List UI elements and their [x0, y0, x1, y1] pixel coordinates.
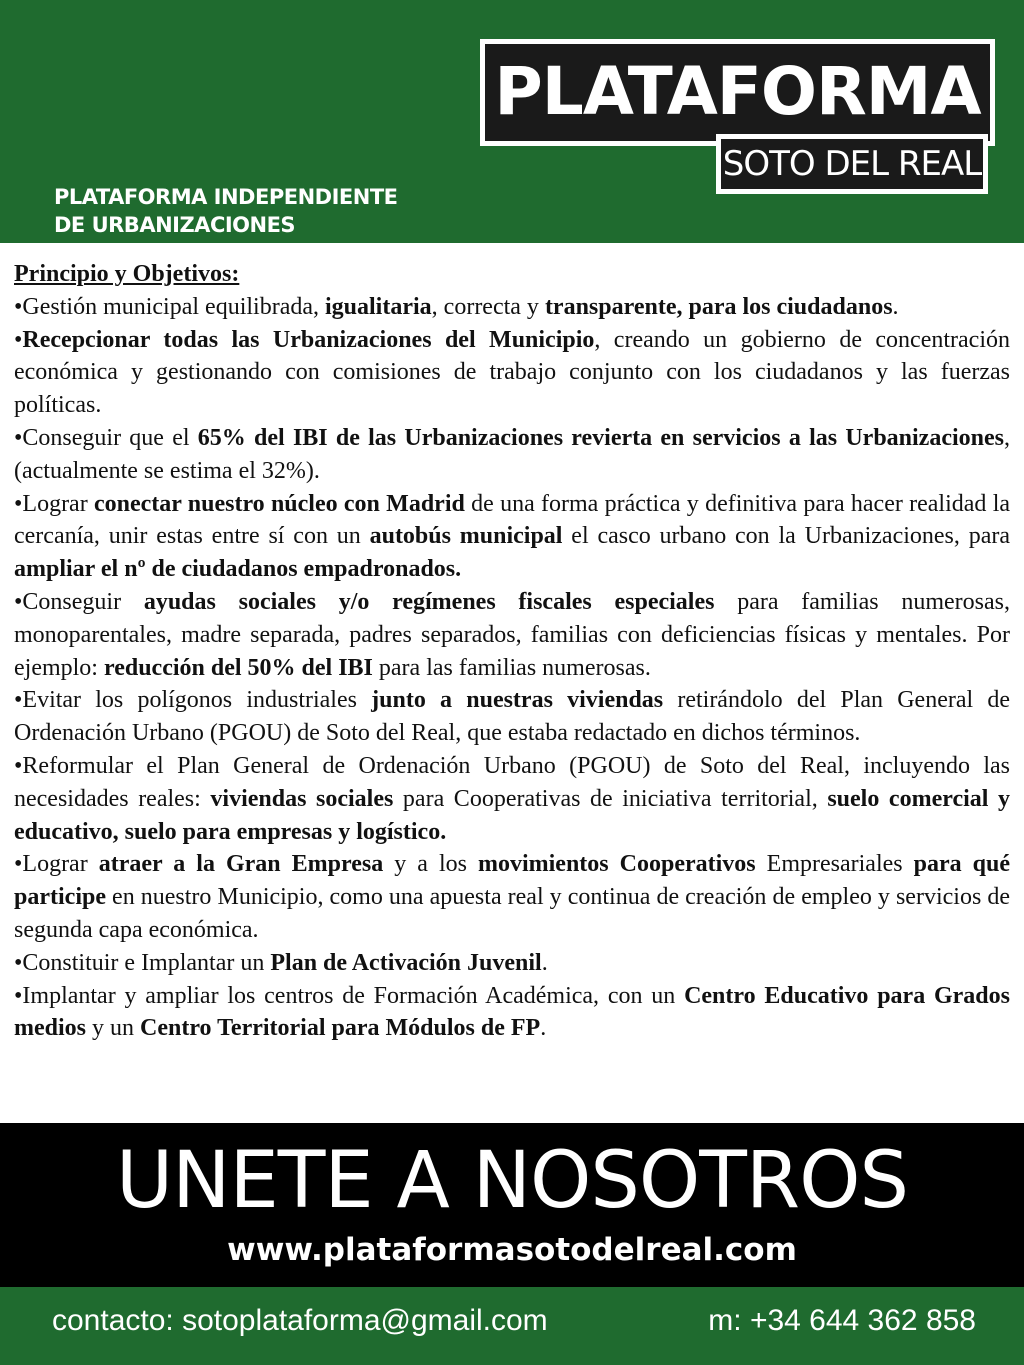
logo-title: PLATAFORMA	[494, 53, 981, 130]
objective-text-bold: atraer a la Gran Empresa	[98, 851, 384, 878]
objective-item	[14, 684, 1010, 750]
objective-text-bold: reducción del 50% del IBI	[103, 654, 373, 681]
objective-item	[14, 980, 1010, 1046]
objective-text: y a los	[383, 851, 478, 878]
objective-text-bold: transparente, para los ciudadanos	[544, 293, 893, 320]
objective-text: •Conseguir	[14, 588, 144, 615]
objective-text: .	[892, 293, 899, 320]
objective-text-bold: conectar nuestro núcleo con Madrid	[93, 490, 465, 517]
objective-text: .	[541, 949, 548, 976]
objective-item	[14, 324, 1010, 422]
objective-text-bold: ampliar el nº de ciudadanos empadronados.	[14, 556, 462, 583]
logo	[480, 39, 995, 146]
objective-item	[14, 848, 1010, 946]
objective-text: y un	[86, 1015, 140, 1042]
call-to-action-banner	[0, 1123, 1024, 1287]
organization-name-line-2: DE URBANIZACIONES	[54, 213, 296, 237]
objective-text: •Conseguir que el	[14, 424, 198, 451]
objective-text: •	[14, 326, 23, 353]
objective-text: •Reformular el Plan General de Ordenación Urbano (PGOU) de Soto del Real, incluyendo las necesidades reales:	[14, 752, 1010, 812]
logo-subtitle: SOTO DEL REAL	[722, 144, 982, 184]
objective-text: , correcta y	[431, 293, 545, 320]
objective-item	[14, 586, 1010, 684]
objective-text: •Lograr	[14, 851, 99, 878]
section-heading: Principio y Objetivos:	[14, 261, 240, 287]
objective-item	[14, 291, 1010, 324]
objective-text: •Constituir e Implantar un	[14, 949, 271, 976]
objective-text: para Cooperativas de iniciativa territorial,	[393, 785, 828, 812]
objective-text-bold: Centro Educativo para Grados medios	[14, 982, 1010, 1042]
website-link[interactable]: www.plataformasotodelreal.com	[227, 1232, 797, 1268]
objective-text: •Evitar los polígonos industriales	[14, 687, 372, 714]
objective-text: .	[540, 1015, 547, 1042]
objective-text-bold: movimientos Cooperativos	[477, 851, 756, 878]
objective-text: •Gestión municipal equilibrada,	[14, 293, 325, 320]
objectives-section	[14, 258, 1010, 1116]
objective-text: en nuestro Municipio, como una apuesta real y continua de creación de empleo y servicios de segunda capa económica.	[14, 884, 1010, 943]
objective-text-bold: igualitaria	[325, 293, 432, 320]
objective-text: Empresariales	[755, 851, 914, 878]
objective-text: para familias numerosas, monoparentales, madre separada, padres separados, familias con deficiencias físicas y mentales. Por ejemplo:	[14, 588, 1011, 681]
logo-subtitle-box	[716, 134, 988, 194]
objective-item	[14, 422, 1010, 488]
contact-phone[interactable]: m: +34 644 362 858	[708, 1304, 976, 1337]
objective-text: , (actualmente se estima el 32%).	[14, 424, 1010, 484]
objective-text: •Lograr	[14, 490, 94, 517]
contact-email[interactable]: contacto: sotoplataforma@gmail.com	[52, 1304, 548, 1337]
objective-text: retirándolo del Plan General de Ordenación Urbano (PGOU) de Soto del Real, que estaba redactado en dichos términos.	[14, 687, 1011, 747]
objective-text-bold: para qué participe	[14, 851, 1011, 911]
organization-name-line-1: PLATAFORMA INDEPENDIENTE	[54, 185, 398, 209]
objective-text: de una forma práctica y definitiva para hacer realidad la cercanía, unir estas entre sí con un	[14, 490, 1011, 550]
objective-text-bold: suelo comercial y educativo, suelo para empresas y logístico.	[14, 785, 1011, 845]
objective-text-bold: Centro Territorial para Módulos de FP	[140, 1015, 541, 1042]
objective-text: •Implantar y ampliar los centros de Formación Académica, con un	[14, 982, 685, 1009]
objective-text-bold: ayudas sociales y/o regímenes fiscales especiales	[143, 588, 715, 615]
cta-title: UNETE A NOSOTROS	[116, 1136, 908, 1226]
objective-text: para las familias numerosas.	[372, 654, 651, 681]
objective-text-bold: Plan de Activación Juvenil	[270, 949, 542, 976]
objective-text-bold: junto a nuestras viviendas	[371, 687, 664, 714]
objective-text-bold: viviendas sociales	[210, 785, 394, 812]
footer-banner	[0, 1287, 1024, 1365]
objective-item	[14, 750, 1010, 848]
objective-text: el casco urbano con la Urbanizaciones, para	[562, 523, 1011, 550]
objective-text: , creando un gobierno de concentración económica y gestionando con comisiones de trabajo conjunto con los ciudadanos y las fuerzas políticas.	[14, 326, 1010, 419]
header-banner	[0, 0, 1024, 243]
objective-text-bold: Recepcionar todas las Urbanizaciones del Municipio	[22, 326, 595, 353]
objective-item	[14, 947, 1010, 980]
objective-item	[14, 488, 1010, 586]
objective-text-bold: 65% del IBI de las Urbanizaciones revierta en servicios a las Urbanizaciones	[197, 424, 1004, 451]
objective-text-bold: autobús municipal	[369, 523, 563, 550]
organization-name	[54, 183, 434, 243]
objectives-list	[14, 291, 1010, 1045]
